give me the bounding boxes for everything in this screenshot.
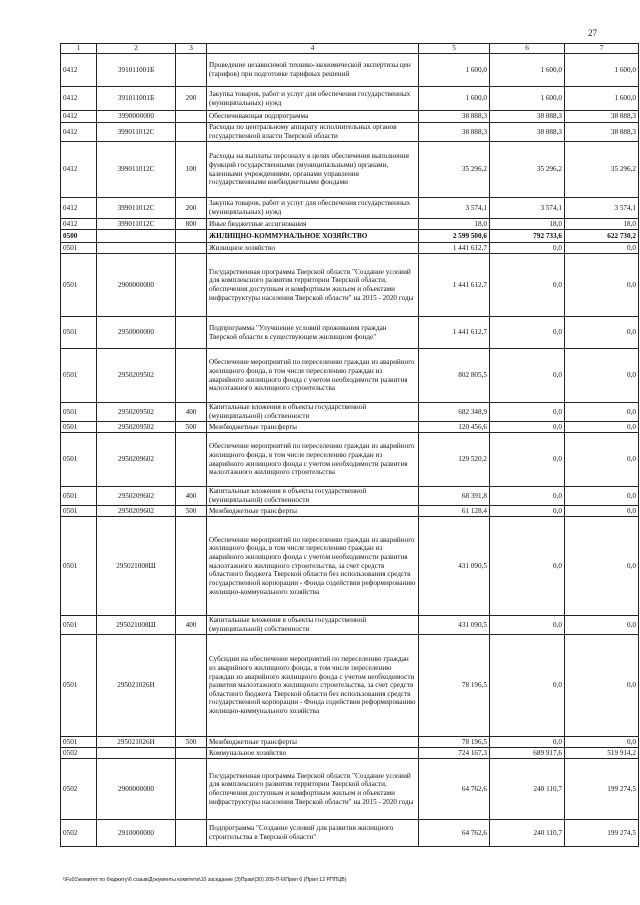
section-code-cell: 0501 (61, 243, 97, 254)
amount-year1-cell: 78 196,5 (419, 635, 490, 737)
file-path-footer: \\Fs01\комитет по бюджету\6 созыв\Документы комитета\10 заседание (3)Прав\(30) 209-П-6\Прил 6 (Прил 12 РППЦВ) (63, 877, 347, 883)
amount-year2-cell: 18,0 (490, 219, 565, 230)
expense-type-cell (176, 820, 207, 847)
target-code-cell: 295021008Ш (97, 517, 176, 616)
amount-year1-cell: 68 391,8 (419, 487, 490, 506)
amount-year3-cell: 38 888,3 (565, 111, 639, 123)
amount-year2-cell: 689 917,6 (490, 748, 565, 759)
amount-year2-cell: 0,0 (490, 422, 565, 433)
amount-year1-cell: 18,0 (419, 219, 490, 230)
table-row (61, 422, 639, 433)
amount-year2-cell: 0,0 (490, 487, 565, 506)
table-row (61, 487, 639, 506)
amount-year1-cell: 2 599 500,6 (419, 230, 490, 243)
section-code-cell: 0501 (61, 517, 97, 616)
amount-year3-cell: 0,0 (565, 254, 639, 317)
expense-type-cell (176, 254, 207, 317)
amount-year1-cell: 431 090,5 (419, 616, 490, 635)
target-code-cell: 2950209602 (97, 433, 176, 487)
header-cell: 3 (176, 44, 207, 54)
expense-type-cell (176, 759, 207, 820)
section-code-cell: 0412 (61, 111, 97, 123)
amount-year3-cell: 199 274,5 (565, 820, 639, 847)
amount-year1-cell: 1 441 612,7 (419, 254, 490, 317)
expense-type-cell: 500 (176, 737, 207, 748)
expense-type-cell (176, 230, 207, 243)
budget-table (60, 43, 639, 847)
description-cell: Расходы по центральному аппарату исполнительных органов государственной власти Тверской области (207, 123, 419, 142)
expense-type-cell (176, 54, 207, 87)
target-code-cell (97, 230, 176, 243)
target-code-cell: 399011012С (97, 198, 176, 219)
amount-year3-cell: 0,0 (565, 487, 639, 506)
table-row (61, 243, 639, 254)
amount-year1-cell: 64 762,6 (419, 820, 490, 847)
description-cell: Обеспечение мероприятий по переселению граждан из аварийного жилищного фонда, в том числе переселению граждан из аварийного жилищного фонда с учетом необходимости развития малоэтажного жилищного строительства, за счет средств областного бюджета Тверской области без использования средств государственной корпорации - Фонда содействия реформированию жилищно-коммунального хозяйства (207, 517, 419, 616)
amount-year3-cell: 38 888,3 (565, 123, 639, 142)
target-code-cell: 399011012С (97, 219, 176, 230)
table-row (61, 230, 639, 243)
target-code-cell: 2950209502 (97, 422, 176, 433)
table-row (61, 111, 639, 123)
target-code-cell: 2950209502 (97, 349, 176, 403)
table-row (61, 349, 639, 403)
expense-type-cell (176, 635, 207, 737)
target-code-cell: 2900000000 (97, 254, 176, 317)
target-code-cell: 399011012С (97, 123, 176, 142)
amount-year2-cell: 0,0 (490, 403, 565, 422)
amount-year3-cell: 199 274,5 (565, 759, 639, 820)
expense-type-cell (176, 111, 207, 123)
expense-type-cell (176, 349, 207, 403)
amount-year3-cell: 0,0 (565, 403, 639, 422)
amount-year2-cell: 0,0 (490, 433, 565, 487)
target-code-cell: 2900000000 (97, 759, 176, 820)
amount-year1-cell: 802 805,5 (419, 349, 490, 403)
section-code-cell: 0501 (61, 616, 97, 635)
expense-type-cell: 500 (176, 422, 207, 433)
amount-year3-cell: 3 574,1 (565, 198, 639, 219)
table-row (61, 254, 639, 317)
header-cell: 7 (565, 44, 639, 54)
target-code-cell: 391011001Б (97, 87, 176, 111)
amount-year3-cell: 0,0 (565, 506, 639, 517)
description-cell: Межбюджетные трансферты (207, 506, 419, 517)
description-cell: Закупка товаров, работ и услуг для обеспечения государственных (муниципальных) нужд (207, 198, 419, 219)
table-row (61, 123, 639, 142)
expense-type-cell: 200 (176, 198, 207, 219)
amount-year1-cell: 61 128,4 (419, 506, 490, 517)
amount-year2-cell: 0,0 (490, 254, 565, 317)
section-code-cell: 0501 (61, 635, 97, 737)
amount-year3-cell: 1 600,0 (565, 54, 639, 87)
description-cell: Расходы на выплаты персоналу в целях обеспечения выполнения функций государственными (муниципальными) органами, казенными учреждениями, органами управления государственными внебюджетными фондами (207, 142, 419, 198)
header-cell: 2 (97, 44, 176, 54)
section-code-cell: 0501 (61, 349, 97, 403)
amount-year2-cell: 1 600,0 (490, 54, 565, 87)
amount-year3-cell: 0,0 (565, 517, 639, 616)
amount-year2-cell: 0,0 (490, 506, 565, 517)
expense-type-cell: 400 (176, 616, 207, 635)
amount-year3-cell: 0,0 (565, 737, 639, 748)
section-code-cell: 0501 (61, 433, 97, 487)
target-code-cell: 3990000000 (97, 111, 176, 123)
description-cell: Государственная программа Тверской области "Создание условий для комплексного развития территории Тверской области, обеспечения доступным и комфортным жильем и объектами инфраструктуры населения Тверской области" на 2015 - 2020 годы (207, 759, 419, 820)
expense-type-cell (176, 433, 207, 487)
target-code-cell: 2950000000 (97, 317, 176, 349)
amount-year2-cell: 0,0 (490, 737, 565, 748)
section-code-cell: 0501 (61, 254, 97, 317)
expense-type-cell (176, 317, 207, 349)
target-code-cell: 2910000000 (97, 820, 176, 847)
amount-year3-cell: 0,0 (565, 317, 639, 349)
table-row (61, 433, 639, 487)
expense-type-cell (176, 517, 207, 616)
section-code-cell: 0502 (61, 748, 97, 759)
section-code-cell: 0412 (61, 142, 97, 198)
amount-year2-cell: 240 110,7 (490, 759, 565, 820)
amount-year3-cell: 0,0 (565, 616, 639, 635)
section-code-cell: 0501 (61, 737, 97, 748)
expense-type-cell (176, 243, 207, 254)
section-code-cell: 0501 (61, 487, 97, 506)
table-row (61, 219, 639, 230)
target-code-cell (97, 243, 176, 254)
target-code-cell: 295021026Н (97, 635, 176, 737)
description-cell: Закупка товаров, работ и услуг для обеспечения государственных (муниципальных) нужд (207, 87, 419, 111)
description-cell: Субсидии на обеспечение мероприятий по переселению граждан из аварийного жилищного фонда, в том числе переселению граждан из аварийного жилищного фонда с учетом необходимости развития малоэтажного жилищного строительства, за счет средств областного бюджета Тверской области без использования средств государственной корпорации - Фонда содействия реформированию жилищно-коммунального хозяйства (207, 635, 419, 737)
table-row (61, 506, 639, 517)
amount-year1-cell: 38 888,3 (419, 123, 490, 142)
amount-year2-cell: 0,0 (490, 635, 565, 737)
table-row (61, 820, 639, 847)
expense-type-cell: 200 (176, 87, 207, 111)
table-row (61, 198, 639, 219)
expense-type-cell: 100 (176, 142, 207, 198)
amount-year2-cell: 3 574,1 (490, 198, 565, 219)
expense-type-cell (176, 123, 207, 142)
amount-year1-cell: 129 520,2 (419, 433, 490, 487)
target-code-cell: 399011012С (97, 142, 176, 198)
expense-type-cell: 500 (176, 506, 207, 517)
amount-year2-cell: 0,0 (490, 517, 565, 616)
amount-year1-cell: 1 600,0 (419, 54, 490, 87)
section-code-cell: 0412 (61, 198, 97, 219)
amount-year2-cell: 38 888,3 (490, 111, 565, 123)
amount-year1-cell: 1 441 612,7 (419, 243, 490, 254)
table-row (61, 142, 639, 198)
table-row (61, 635, 639, 737)
amount-year3-cell: 35 296,2 (565, 142, 639, 198)
description-cell: Обеспечение мероприятий по переселению граждан из аварийного жилищного фонда, в том числе переселению граждан из аварийного жилищного фонда с учетом необходимости развития малоэтажного жилищного строительства (207, 433, 419, 487)
section-code-cell: 0412 (61, 219, 97, 230)
amount-year2-cell: 38 888,3 (490, 123, 565, 142)
amount-year2-cell: 240 110,7 (490, 820, 565, 847)
amount-year1-cell: 724 167,3 (419, 748, 490, 759)
description-cell: Жилищное хозяйство (207, 243, 419, 254)
amount-year3-cell: 0,0 (565, 433, 639, 487)
description-cell: Государственная программа Тверской области "Создание условий для комплексного развития территории Тверской области, обеспечения доступным и комфортным жильем и объектами инфраструктуры населения Тверской области" на 2015 - 2020 годы (207, 254, 419, 317)
amount-year3-cell: 0,0 (565, 349, 639, 403)
section-code-cell: 0501 (61, 506, 97, 517)
table-row (61, 403, 639, 422)
amount-year3-cell: 0,0 (565, 243, 639, 254)
amount-year2-cell: 35 296,2 (490, 142, 565, 198)
table-row (61, 759, 639, 820)
expense-type-cell: 400 (176, 487, 207, 506)
table-row (61, 616, 639, 635)
description-cell: Иные бюджетные ассигнования (207, 219, 419, 230)
description-cell: Капитальные вложения в объекты государственной (муниципальной) собственности (207, 403, 419, 422)
section-code-cell: 0502 (61, 759, 97, 820)
description-cell: Коммунальное хозяйство (207, 748, 419, 759)
target-code-cell: 2950209602 (97, 506, 176, 517)
target-code-cell: 2950209602 (97, 487, 176, 506)
amount-year1-cell: 35 296,2 (419, 142, 490, 198)
amount-year2-cell: 0,0 (490, 616, 565, 635)
description-cell: Капитальные вложения в объекты государственной (муниципальной) собственности (207, 616, 419, 635)
amount-year2-cell: 0,0 (490, 349, 565, 403)
amount-year1-cell: 78 196,5 (419, 737, 490, 748)
section-code-cell: 0502 (61, 820, 97, 847)
description-cell: ЖИЛИЩНО-КОММУНАЛЬНОЕ ХОЗЯЙСТВО (207, 230, 419, 243)
amount-year2-cell: 1 600,0 (490, 87, 565, 111)
target-code-cell: 295021026Н (97, 737, 176, 748)
table-row (61, 748, 639, 759)
description-cell: Межбюджетные трансферты (207, 737, 419, 748)
amount-year2-cell: 792 733,6 (490, 230, 565, 243)
amount-year3-cell: 622 730,2 (565, 230, 639, 243)
header-cell: 4 (207, 44, 419, 54)
expense-type-cell: 400 (176, 403, 207, 422)
section-code-cell: 0412 (61, 54, 97, 87)
description-cell: Проведение независимой технико-экономической экспертизы цен (тарифов) при подготовке тарифных решений (207, 54, 419, 87)
page-number: 27 (588, 28, 597, 38)
amount-year2-cell: 0,0 (490, 317, 565, 349)
amount-year1-cell: 1 600,0 (419, 87, 490, 111)
description-cell: Подпрограмма "Улучшение условий проживания граждан Тверской области в существующем жилищном фонде" (207, 317, 419, 349)
target-code-cell: 391011001Б (97, 54, 176, 87)
amount-year3-cell: 18,0 (565, 219, 639, 230)
table-row (61, 737, 639, 748)
expense-type-cell (176, 748, 207, 759)
header-cell: 1 (61, 44, 97, 54)
description-cell: Обеспечивающая подпрограмма (207, 111, 419, 123)
target-code-cell (97, 748, 176, 759)
amount-year3-cell: 0,0 (565, 635, 639, 737)
description-cell: Капитальные вложения в объекты государственной (муниципальной) собственности (207, 487, 419, 506)
expense-type-cell: 800 (176, 219, 207, 230)
section-code-cell: 0501 (61, 317, 97, 349)
table-row (61, 87, 639, 111)
amount-year3-cell: 0,0 (565, 422, 639, 433)
section-code-cell: 0500 (61, 230, 97, 243)
section-code-cell: 0412 (61, 123, 97, 142)
section-code-cell: 0501 (61, 422, 97, 433)
description-cell: Обеспечение мероприятий по переселению граждан из аварийного жилищного фонда, в том числе переселению граждан из аварийного жилищного фонда с учетом необходимости развития малоэтажного жилищного строительства (207, 349, 419, 403)
amount-year1-cell: 120 456,6 (419, 422, 490, 433)
section-code-cell: 0412 (61, 87, 97, 111)
target-code-cell: 2950209502 (97, 403, 176, 422)
amount-year1-cell: 3 574,1 (419, 198, 490, 219)
amount-year3-cell: 519 914,2 (565, 748, 639, 759)
amount-year3-cell: 1 600,0 (565, 87, 639, 111)
header-cell: 5 (419, 44, 490, 54)
table-row (61, 517, 639, 616)
header-cell: 6 (490, 44, 565, 54)
amount-year1-cell: 38 888,3 (419, 111, 490, 123)
amount-year1-cell: 431 090,5 (419, 517, 490, 616)
amount-year1-cell: 64 762,6 (419, 759, 490, 820)
amount-year1-cell: 682 348,9 (419, 403, 490, 422)
amount-year1-cell: 1 441 612,7 (419, 317, 490, 349)
target-code-cell: 295021008Ш (97, 616, 176, 635)
section-code-cell: 0501 (61, 403, 97, 422)
description-cell: Подпрограмма "Создание условий для развития жилищного строительства в Тверской области" (207, 820, 419, 847)
amount-year2-cell: 0,0 (490, 243, 565, 254)
table-header-row (61, 44, 639, 54)
table-row (61, 54, 639, 87)
description-cell: Межбюджетные трансферты (207, 422, 419, 433)
table-row (61, 317, 639, 349)
